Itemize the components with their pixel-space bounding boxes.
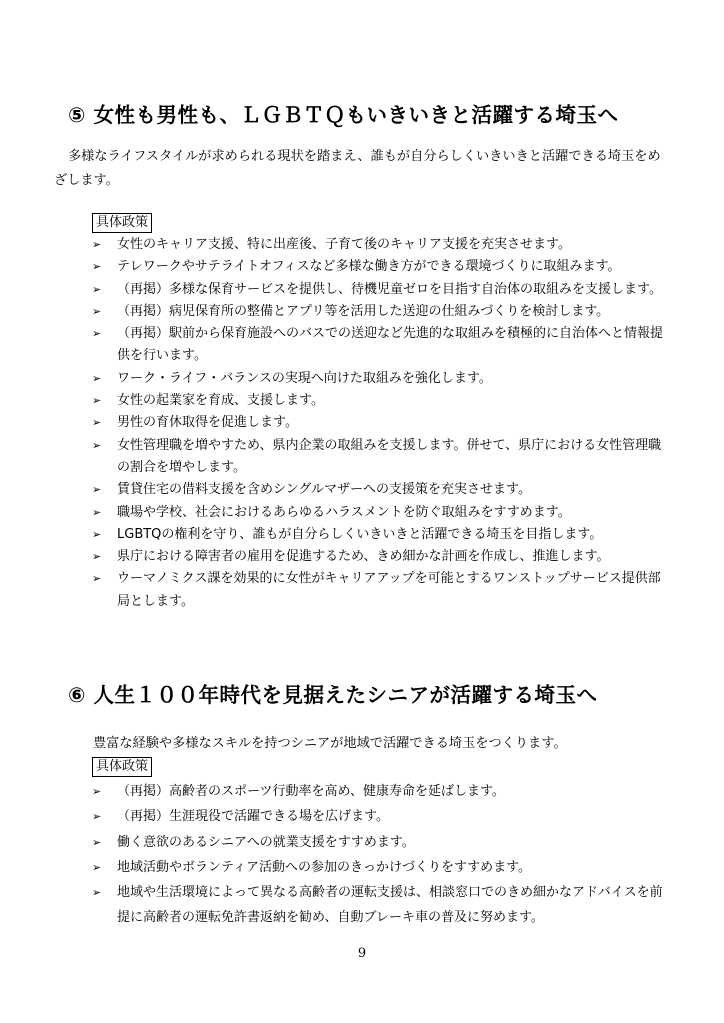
list-item: ➢ （再掲）高齢者のスポーツ行動率を高め、健康寿命を延ばします。 (92, 779, 664, 804)
section-6-policy-list (92, 779, 664, 931)
list-item: ➢ 地域活動やボランティア活動への参加のきっかけづくりをすすめます。 (92, 855, 664, 880)
arrow-bullet-icon: ➢ (92, 886, 102, 900)
list-item: ➢ （再掲）生涯現役で活躍できる場を広げます。 (92, 804, 664, 829)
list-item: ➢ 女性管理職を増やすため、県内企業の取組みを支援します。併せて、県庁における女性管理職の割合を増やします。 (92, 435, 664, 480)
list-item: ➢ 働く意欲のあるシニアへの就業支援をすすめます。 (92, 830, 664, 855)
list-item: ➢ LGBTQの権利を守り、誰もが自分らしくいきいきと活躍できる埼玉を目指します。 (92, 524, 664, 546)
arrow-bullet-icon: ➢ (92, 527, 102, 541)
section-5-intro: 多様なライフスタイルが求められる現状を踏まえ、誰もが自分らしくいきいきと活躍できる埼玉をめざします。 (54, 149, 661, 188)
arrow-bullet-icon: ➢ (92, 810, 102, 824)
arrow-bullet-icon: ➢ (92, 860, 102, 874)
list-item: ➢ （再掲）駅前から保育施設へのバスでの送迎など先進的な取組みを積極的に自治体へと情報提供を行います。 (92, 323, 664, 368)
list-item: ➢ 職場や学校、社会におけるあらゆるハラスメントを防ぐ取組みをすすめます。 (92, 502, 664, 524)
list-item: ➢ 男性の育休取得を促進します。 (92, 412, 664, 434)
arrow-bullet-icon: ➢ (92, 438, 102, 452)
section-6-policy-label: 具体政策 (92, 757, 152, 777)
arrow-bullet-icon: ➢ (92, 550, 102, 564)
list-item: ➢ ウーマノミクス課を効果的に女性がキャリアアップを可能とするワンストップサービス提供部局とします。 (92, 568, 664, 613)
arrow-bullet-icon: ➢ (92, 483, 102, 497)
section-6-heading: ⑥ 人生１００年時代を見据えたシニアが活躍する埼玉へ (68, 683, 598, 707)
section-5-policy-list (92, 234, 664, 613)
arrow-bullet-icon: ➢ (92, 505, 102, 519)
arrow-bullet-icon: ➢ (92, 304, 102, 318)
arrow-bullet-icon: ➢ (92, 394, 102, 408)
arrow-bullet-icon: ➢ (92, 238, 102, 251)
section-5-policy-label: 具体政策 (92, 213, 152, 233)
arrow-bullet-icon: ➢ (92, 327, 102, 341)
arrow-bullet-icon: ➢ (92, 572, 102, 586)
list-item: ➢ （再掲）病児保育所の整備とアプリ等を活用した送迎の仕組みづくりを検討します。 (92, 301, 664, 323)
list-item: ➢ テレワークやサテライトオフィスなど多様な働き方ができる環境づくりに取組みます。 (92, 256, 664, 278)
list-item: ➢ 地域や生活環境によって異なる高齢者の運転支援は、相談窓口でのきめ細かなアドバイスを前提に高齢者の運転免許書返納を勧め、自動ブレーキ車の普及に努めます。 (92, 880, 664, 931)
arrow-bullet-icon: ➢ (92, 835, 102, 849)
list-item: ➢ 女性のキャリア支援、特に出産後、子育て後のキャリア支援を充実させます。 (92, 234, 664, 256)
list-item: ➢ ワーク・ライフ・バランスの実現へ向けた取組みを強化します。 (92, 368, 664, 390)
list-item: ➢ 賃貸住宅の借料支援を含めシングルマザーへの支援策を充実させます。 (92, 479, 664, 501)
list-item: ➢ （再掲）多様な保育サービスを提供し、待機児童ゼロを目指す自治体の取組みを支援します。 (92, 279, 664, 301)
arrow-bullet-icon: ➢ (92, 260, 102, 274)
list-item: ➢ 女性の起業家を育成、支援します。 (92, 390, 664, 412)
section-5-heading: ⑤ 女性も男性も、ＬＧＢＴＱもいきいきと活躍する埼玉へ (68, 103, 619, 127)
arrow-bullet-icon: ➢ (92, 282, 102, 296)
section-6-intro: 豊富な経験や多様なスキルを持つシニアが地域で活躍できる埼玉をつくります。 (93, 736, 567, 751)
list-item: ➢ 県庁における障害者の雇用を促進するため、きめ細かな計画を作成し、推進します。 (92, 546, 664, 568)
page-number: 9 (357, 946, 367, 961)
arrow-bullet-icon: ➢ (92, 785, 102, 798)
arrow-bullet-icon: ➢ (92, 371, 102, 385)
arrow-bullet-icon: ➢ (92, 416, 102, 430)
